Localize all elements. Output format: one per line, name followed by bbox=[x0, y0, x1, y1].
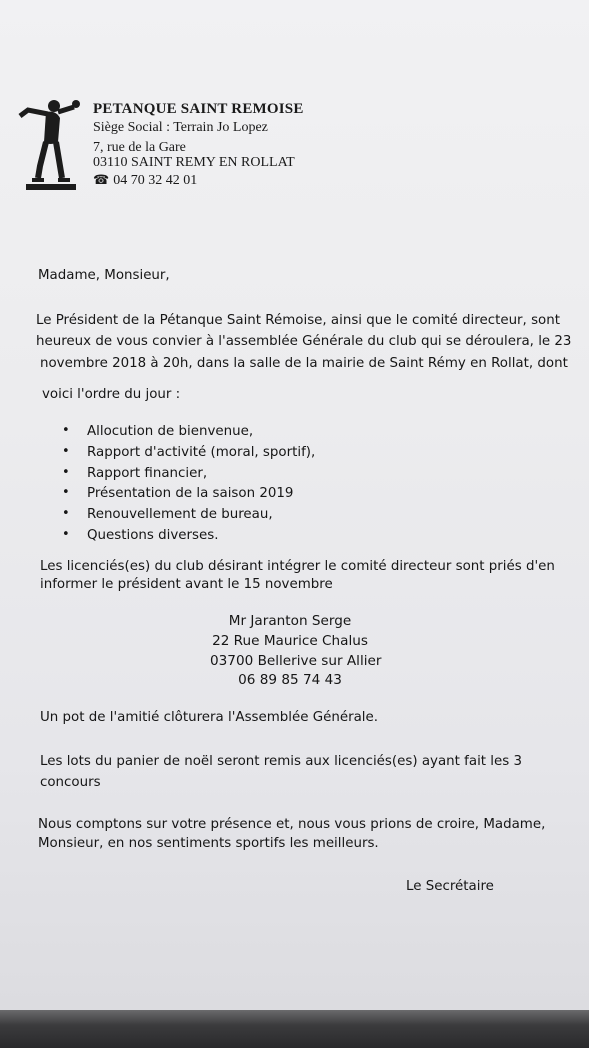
club-phone: 04 70 32 42 01 bbox=[113, 173, 198, 188]
intro-line: Le Président de la Pétanque Saint Rémoise, ainsi que le comité directeur, sont bbox=[36, 313, 560, 328]
petanque-player-logo bbox=[14, 96, 86, 196]
agenda-list bbox=[60, 424, 315, 549]
intro-line: novembre 2018 à 20h, dans la salle de la mairie de Saint Rémy en Rollat, dont bbox=[40, 356, 568, 371]
siege-social: Siège Social : Terrain Jo Lopez bbox=[93, 120, 268, 135]
signature: Le Secrétaire bbox=[406, 879, 494, 894]
club-street: 7, rue de la Gare bbox=[93, 140, 186, 155]
agenda-item: • Rapport financier, bbox=[60, 466, 315, 487]
contact-street: 22 Rue Maurice Chalus bbox=[212, 633, 368, 649]
club-phone-line bbox=[93, 172, 197, 189]
closing-line: Monsieur, en nos sentiments sportifs les meilleurs. bbox=[38, 836, 379, 851]
telephone-icon: ☎ bbox=[93, 172, 110, 187]
table-surface bbox=[0, 1010, 589, 1048]
agenda-item: • Présentation de la saison 2019 bbox=[60, 486, 315, 507]
greeting: Madame, Monsieur, bbox=[38, 268, 170, 283]
candidates-line: informer le président avant le 15 novembre bbox=[40, 577, 333, 592]
agenda-item: • Renouvellement de bureau, bbox=[60, 507, 315, 528]
intro-line: voici l'ordre du jour : bbox=[42, 387, 181, 402]
agenda-item: • Allocution de bienvenue, bbox=[60, 424, 315, 445]
contact-phone: 06 89 85 74 43 bbox=[238, 672, 342, 688]
contact-name: Mr Jaranton Serge bbox=[228, 613, 352, 629]
club-city: 03110 SAINT REMY EN ROLLAT bbox=[93, 155, 295, 170]
candidates-line: Les licenciés(es) du club désirant intégrer le comité directeur sont priés d'en bbox=[40, 559, 555, 574]
closing-line: Nous comptons sur votre présence et, nous vous prions de croire, Madame, bbox=[38, 817, 546, 832]
club-name: PETANQUE SAINT REMOISE bbox=[93, 101, 304, 117]
contact-city: 03700 Bellerive sur Allier bbox=[210, 653, 382, 669]
agenda-item: • Questions diverses. bbox=[60, 528, 315, 549]
intro-line: heureux de vous convier à l'assemblée Générale du club qui se déroulera, le 23 bbox=[36, 334, 572, 349]
agenda-item: • Rapport d'activité (moral, sportif), bbox=[60, 445, 315, 466]
lots-line: concours bbox=[40, 775, 101, 790]
pot-line: Un pot de l'amitié clôturera l'Assemblée Générale. bbox=[40, 710, 379, 725]
lots-line: Les lots du panier de noël seront remis aux licenciés(es) ayant fait les 3 bbox=[40, 754, 523, 769]
